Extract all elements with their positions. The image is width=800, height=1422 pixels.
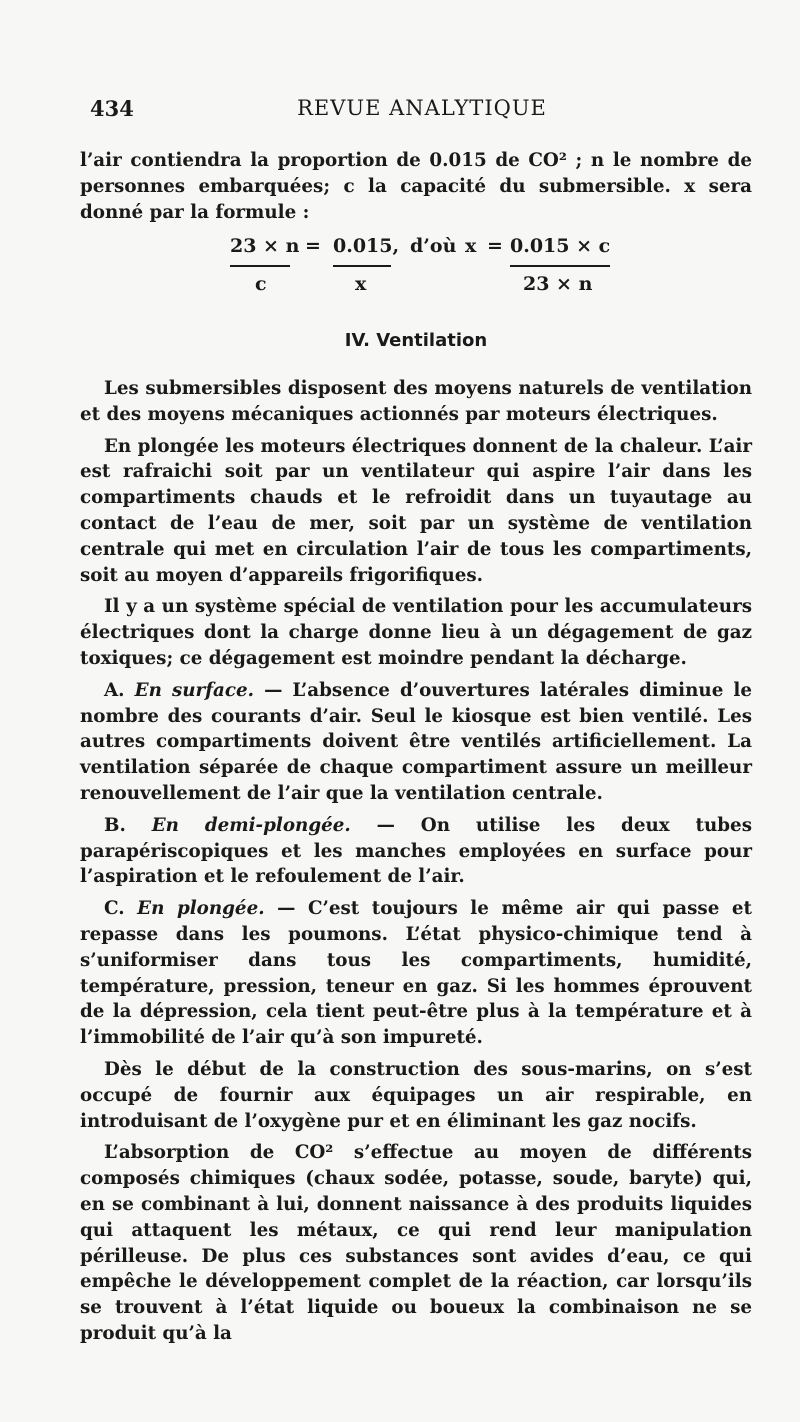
paragraph-2	[80, 434, 752, 589]
paragraph-a-surface	[80, 678, 752, 807]
formula-left-numerator: 23 × n	[230, 235, 300, 257]
formula-middle-numerator: 0.015,	[333, 235, 400, 257]
paragraph-c-label: C.	[104, 898, 125, 920]
paragraph-c-text: — C’est toujours le même air qui passe et repasse dans les poumons. L’état physico-chimique tend à s’uniformiser dans tous les compartiments, humidité, température, pression, teneur en gaz. Si les hommes éprouvent de la dépression, cela tient peut-être plus à la température et à l’immobilité de l’air qu’à son impureté.	[80, 898, 752, 1049]
formula-right-bar	[510, 265, 610, 267]
paragraph-7-text: Dès le début de la construction des sous-marins, on s’est occupé de fournir aux équipages un air respirable, en introduisant de l’oxygène pur et en éliminant les gaz nocifs.	[80, 1058, 752, 1132]
formula	[225, 235, 645, 305]
paragraph-7	[80, 1057, 752, 1134]
page-header	[90, 96, 754, 126]
formula-left-bar	[230, 265, 290, 267]
paragraph-2-text: En plongée les moteurs électriques donnent de la chaleur. L’air est rafraichi soit par un ventilateur qui aspire l’air dans les compartiments chauds et le refroidit dans un tuyautage au contact de l’eau de mer, soit par un système de ventilation centrale qui met en circulation l’air de tous les compartiments, soit au moyen d’appareils frigorifiques.	[80, 435, 752, 586]
paragraph-b-demi-plongee	[80, 813, 752, 890]
formula-equals-1: =	[305, 235, 321, 257]
formula-connector: d’où	[410, 235, 457, 257]
paragraph-c-plongee	[80, 896, 752, 1051]
formula-equals-2: =	[487, 235, 503, 257]
paragraph-1	[80, 376, 752, 428]
paragraph-c-lead: En plongée.	[137, 898, 265, 920]
paragraph-b-lead: En demi-plongée.	[151, 814, 351, 836]
intro-paragraph: l’air contiendra la proportion de 0.015 de CO² ; n le nombre de personnes embarquées; c la capacité du submersible. x sera donné par la formule :	[80, 150, 752, 223]
page-number: 434	[90, 96, 134, 121]
paragraph-3-text: Il y a un système spécial de ventilation pour les accumulateurs électriques dont la charge donne lieu à un dégagement de gaz toxiques; ce dégagement est moindre pendant la décharge.	[80, 596, 752, 669]
running-head: REVUE ANALYTIQUE	[297, 96, 547, 120]
main-text-block	[80, 376, 752, 1347]
formula-middle-denominator: x	[355, 273, 367, 295]
paragraph-a-text: — L’absence d’ouvertures latérales diminue le nombre des courants d’air. Seul le kiosque est bien ventilé. Les autres compartiments doivent être ventilés artificiellement. La ventilation séparée de chaque compartiment assure un meilleur renouvellement de l’air que la ventilation centrale.	[80, 679, 752, 804]
formula-x-symbol: x	[465, 235, 477, 257]
formula-left-denominator: c	[255, 273, 267, 295]
section-title: IV. Ventilation	[344, 330, 488, 351]
paragraph-a-lead: En surface.	[134, 679, 254, 701]
paragraph-8-text: L’absorption de CO² s’effectue au moyen de différents composés chimiques (chaux sodée, potasse, soude, baryte) qui, en se combinant à lui, donnent naissance à des produits liquides qui attaquent les métaux, ce qui rend leur manipulation périlleuse. De plus ces substances sont avides d’eau, ce qui empêche le développement complet de la réaction, car lorsqu’ils se trouvent à l’état liquide ou boueux la combinaison ne se produit qu’à la	[80, 1142, 752, 1344]
intro-text-block	[80, 148, 752, 225]
paragraph-b-label: B.	[104, 814, 126, 836]
formula-right-denominator: 23 × n	[523, 273, 593, 295]
paragraph-a-label: A.	[104, 679, 125, 701]
paragraph-8	[80, 1140, 752, 1346]
paragraph-1-text: Les submersibles disposent des moyens naturels de ventilation et des moyens mécaniques actionnés par moteurs électriques.	[80, 378, 752, 425]
formula-right-numerator: 0.015 × c	[510, 235, 611, 257]
paragraph-b-text: — On utilise les deux tubes parapériscopiques et les manches employées en surface pour l’aspiration et le refoulement de l’air.	[80, 814, 752, 888]
formula-middle-bar	[333, 265, 391, 267]
paragraph-3	[80, 594, 752, 671]
